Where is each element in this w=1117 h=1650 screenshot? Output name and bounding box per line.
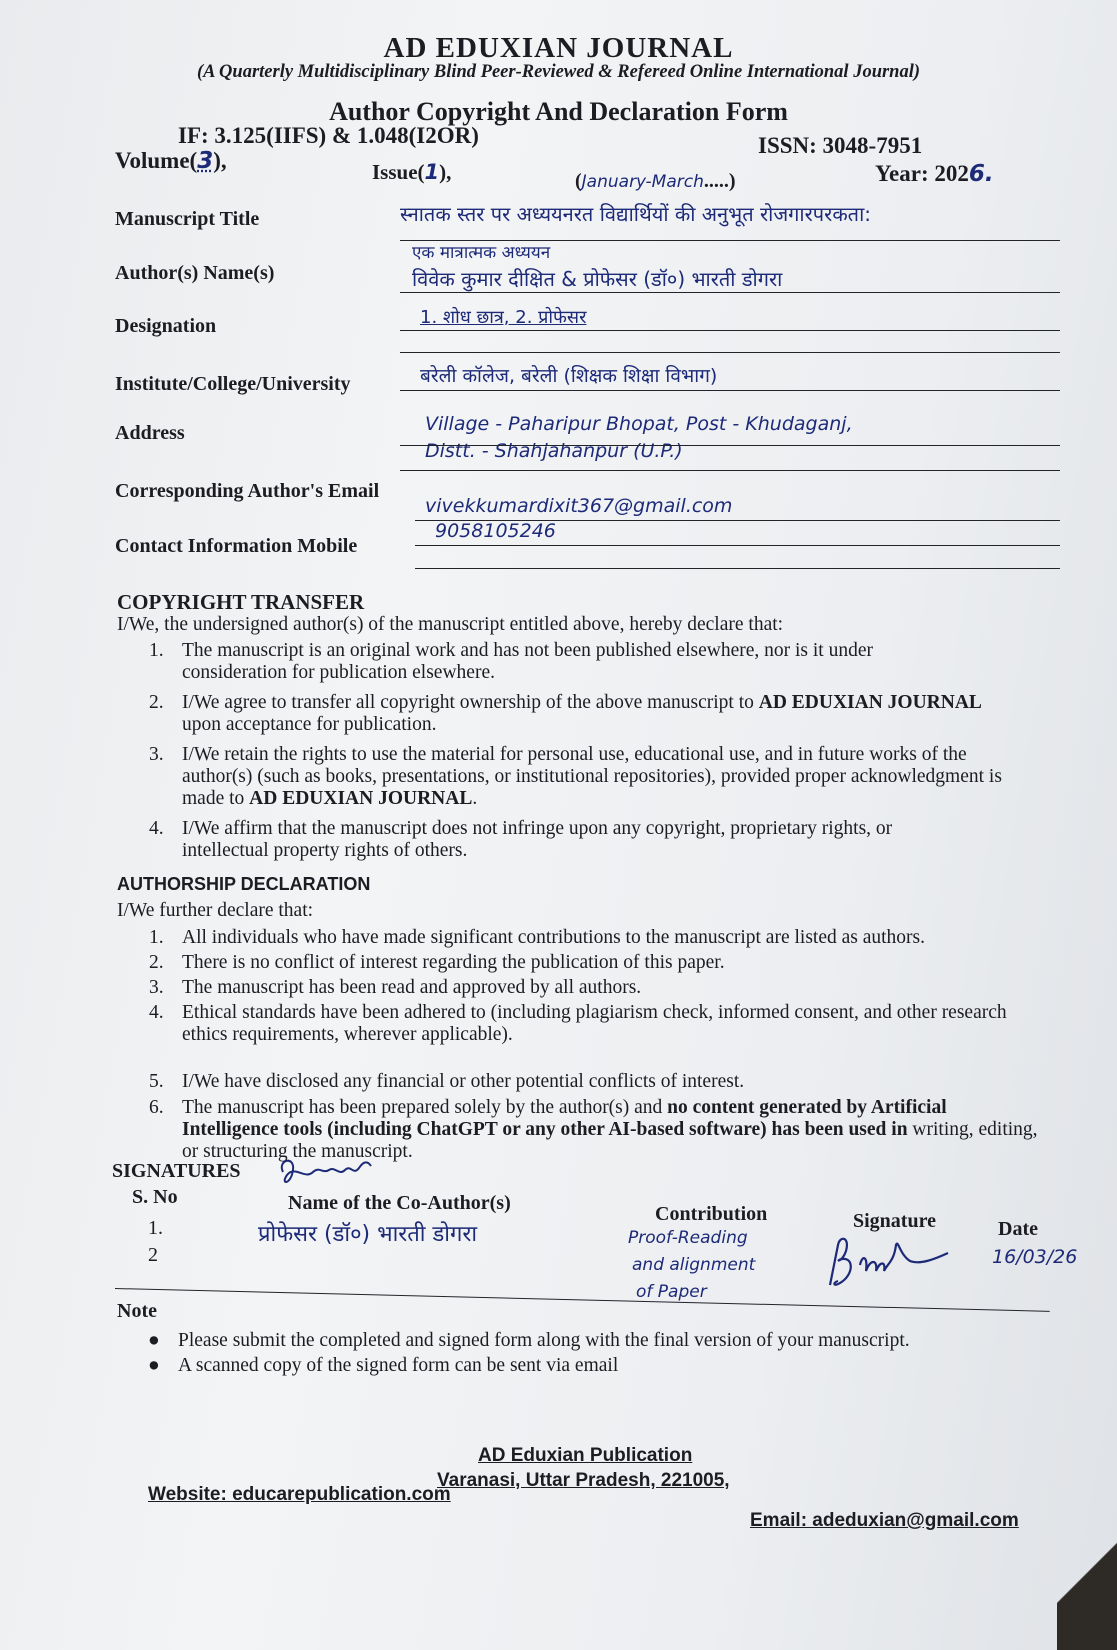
field-label-address: Address xyxy=(115,422,185,444)
note-item: ● Please submit the completed and signed form along with the final version of your manuscript. xyxy=(148,1330,910,1351)
authorship-item: 4. Ethical standards have been adhered to (including plagiarism check, informed consent, and other research ethics requirements, wherever applicable). xyxy=(149,1002,1007,1045)
note-item: ● A scanned copy of the signed form can be sent via email xyxy=(148,1355,619,1376)
field-line xyxy=(400,292,1060,293)
form-title: Author Copyright And Declaration Form xyxy=(329,97,788,126)
note-heading: Note xyxy=(117,1300,157,1322)
authorship-intro: I/We further declare that: xyxy=(117,900,314,921)
field-value-email[interactable]: vivekkumardixit367@gmail.com xyxy=(425,495,733,517)
sig-row-sno: 1. xyxy=(148,1217,163,1239)
authorship-item: 6. The manuscript has been prepared solely by the author(s) and no content generated by Artificial Intelligence tools (including ChatGPT or any other AI-based software) has been used in writing, editing, or structuring the manuscript. xyxy=(149,1097,1038,1162)
footer-location: Varanasi, Uttar Pradesh, 221005, xyxy=(437,1470,730,1491)
authorship-heading: AUTHORSHIP DECLARATION xyxy=(117,874,371,894)
field-value-institute[interactable]: बरेली कॉलेज, बरेली (शिक्षक शिक्षा विभाग) xyxy=(420,365,718,387)
footer-email-link[interactable]: Email: adeduxian@gmail.com xyxy=(750,1510,1019,1531)
sig-row-contribution-line: of Paper xyxy=(636,1282,707,1302)
signature-mark xyxy=(820,1225,970,1295)
field-value-mobile[interactable]: 9058105246 xyxy=(435,520,556,542)
field-value-address-line1[interactable]: Village - Paharipur Bhopat, Post - Khudaganj, xyxy=(425,413,853,435)
field-line xyxy=(400,352,1060,353)
period-value: January-March xyxy=(581,172,704,192)
field-value-manuscript-title[interactable]: स्नातक स्तर पर अध्ययनरत विद्यार्थियों की अनुभूत रोजगारपरकता: xyxy=(400,202,871,226)
initials-scribble xyxy=(275,1150,385,1195)
footer-website-link[interactable]: Website: educarepublication.com xyxy=(148,1484,451,1505)
sig-col-date: Date xyxy=(998,1218,1038,1240)
sig-col-signature: Signature xyxy=(853,1210,936,1232)
authorship-item: 1. All individuals who have made significant contributions to the manuscript are listed as authors. xyxy=(149,927,926,948)
sig-row-date: 16/03/26 xyxy=(992,1246,1078,1268)
field-value-designation[interactable]: 1. शोध छात्र, 2. प्रोफेसर xyxy=(420,307,587,328)
period-field: (January-March.....) xyxy=(575,170,736,192)
copyright-item: 2. I/We agree to transfer all copyright ownership of the above manuscript to AD EDUXIAN JOURNAL upon acceptance for publication. xyxy=(149,692,982,735)
sig-row-name: प्रोफेसर (डॉ०) भारती डोगरा xyxy=(258,1222,478,1247)
field-line xyxy=(400,330,1060,331)
year-field: Year: 2026. xyxy=(875,161,994,187)
field-line xyxy=(400,390,1060,391)
year-value: 6. xyxy=(968,161,994,187)
copyright-intro: I/We, the undersigned author(s) of the manuscript entitled above, hereby declare that: xyxy=(117,614,784,635)
journal-title: AD EDUXIAN JOURNAL xyxy=(383,32,734,64)
sig-col-name: Name of the Co-Author(s) xyxy=(288,1192,511,1214)
footer-publisher: AD Eduxian Publication xyxy=(478,1445,693,1466)
field-line xyxy=(415,568,1060,569)
field-value-address-line2[interactable]: Distt. - Shahjahanpur (U.P.) xyxy=(425,440,683,462)
field-label-email: Corresponding Author's Email xyxy=(115,480,380,502)
sig-row-contribution-line: and alignment xyxy=(632,1255,756,1275)
copyright-item: 3. I/We retain the rights to use the material for personal use, educational use, and in future works of the author(s) (such as books, presentations, or institutional repositories), provided proper acknowledgment is made to AD EDUXIAN JOURNAL. xyxy=(149,744,1002,809)
impact-factor: IF: 3.125(IIFS) & 1.048(I2OR) xyxy=(178,123,479,148)
field-label-designation: Designation xyxy=(115,315,217,337)
field-label-institute: Institute/College/University xyxy=(115,373,351,395)
sig-row-contribution-line: Proof-Reading xyxy=(628,1228,748,1248)
copyright-item: 1. The manuscript is an original work and has not been published elsewhere, nor is it under consideration for publication elsewhere. xyxy=(149,640,873,683)
field-label-manuscript-title: Manuscript Title xyxy=(115,208,260,230)
issue-field: Issue(1), xyxy=(372,160,452,184)
field-line xyxy=(400,470,1060,471)
sig-col-sno: S. No xyxy=(132,1186,178,1208)
signatures-heading: SIGNATURES xyxy=(112,1160,241,1182)
copyright-heading: COPYRIGHT TRANSFER xyxy=(117,590,365,614)
authorship-item: 2. There is no conflict of interest regarding the publication of this paper. xyxy=(149,952,725,973)
field-label-mobile: Contact Information Mobile xyxy=(115,535,358,557)
authorship-item: 5. I/We have disclosed any financial or other potential conflicts of interest. xyxy=(149,1071,745,1092)
volume-field: Volume(3), xyxy=(115,148,227,174)
issn: ISSN: 3048-7951 xyxy=(758,133,923,158)
copyright-item: 4. I/We affirm that the manuscript does not infringe upon any copyright, proprietary rights, or intellectual property rights of others. xyxy=(149,818,893,861)
volume-value: 3 xyxy=(197,148,214,174)
field-line xyxy=(400,445,1060,446)
sig-row-sno: 2 xyxy=(148,1244,158,1266)
issue-value: 1 xyxy=(424,160,440,184)
field-value-title-continued: एक मात्रात्मक अध्ययन xyxy=(412,243,551,263)
sig-col-contribution: Contribution xyxy=(655,1203,768,1225)
field-label-authors: Author(s) Name(s) xyxy=(115,262,275,284)
field-value-authors[interactable]: विवेक कुमार दीक्षित & प्रोफेसर (डॉ०) भारती डोगरा xyxy=(412,267,783,291)
field-line xyxy=(415,545,1060,546)
authorship-item: 3. The manuscript has been read and approved by all authors. xyxy=(149,977,642,998)
page-corner-shadow xyxy=(1057,1530,1117,1650)
journal-subtitle: (A Quarterly Multidisciplinary Blind Peer-Reviewed & Refereed Online International Journal) xyxy=(196,62,921,82)
